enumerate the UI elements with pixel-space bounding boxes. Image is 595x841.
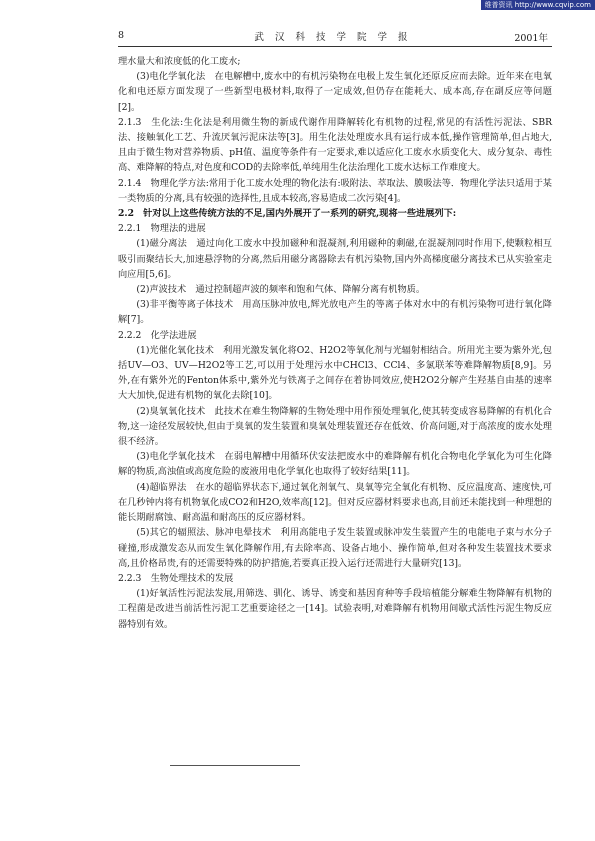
paragraph: (5)其它的辐照法、脉冲电晕技术 利用高能电子发生装置或脉冲发生装置产生的电能电子束与水分子碰撞,形成激发态从而发生氧化降解作用,有去除率高、设备占地小、操作简单,但对各种发生装置技术要求高,且价格昂贵,有的还需要特殊的防护措施,若要真正投入运行还需进行大量研究[13]。 (118, 527, 552, 569)
paragraph: (3)电化学氧化技术 在弱电解槽中用循环伏安法把废水中的难降解有机化合物电化学氧化为可生化降解的物质,高浊值或高度危险的废液用电化学氧化也取得了较好结果[11]。 (118, 451, 552, 478)
paragraph: (1)磁分离法 通过向化工废水中投加磁种和混凝剂,利用磁种的剩磁,在混凝剂同时作用下,使颗粒相互吸引而聚结长大,加速悬浮物的分离,然后用磁分离器除去有机污染物,国内外高梯度磁分离技术已从实验室走向应用[5,6]。 (118, 238, 552, 280)
journal-title: 武 汉 科 技 学 院 学 报 (254, 32, 412, 43)
section-heading-2-2-2: 2.2.2 化学法进展 (118, 329, 197, 341)
paragraph: (4)超临界法 在水的超临界状态下,通过氧化剂氧气、臭氧等完全氧化有机物、反应温度高、速度快,可在几秒钟内将有机物氧化成CO2和H2O,效率高[12]。但对反应器材料要求也高,目前还未能找到一种理想的能长期耐腐蚀、耐高温和耐高压的反应器材料。 (118, 481, 552, 524)
section-heading-2-2-1: 2.2.1 物理法的进展 (118, 223, 206, 235)
paragraph: (3)电化学氧化法 在电解槽中,废水中的有机污染物在电极上发生氧化还原反应而去除。近年来在电氧化和电还原方面发现了一些新型电极材料,取得了一定成效,但仍存在能耗大、成本高,存在副反应等问题[2]。 (118, 71, 552, 113)
header-rule (118, 46, 552, 47)
paragraph: (1)光催化氧化技术 利用光激发氧化将O2、H2O2等氧化剂与光辐射相结合。所用光主要为紫外光,包括UV—O3、UV—H2O2等工艺,可以用于处理污水中CHCl3、CCl4、多氯联苯等难降解物质[8,9]。另外,在有紫外光的Fenton体系中,紫外光与铁离子之间存在着协同效应,使H2O2分解产生羟基自由基的速率大大加快,促进有机物的氧化去除[10]。 (118, 344, 552, 402)
section-heading-2-2-3: 2.2.3 生物处理技术的发展 (118, 572, 234, 584)
paragraph: (2)声波技术 通过控制超声波的频率和饱和气体、降解分离有机物质。 (136, 284, 426, 296)
paragraph: 理水量大和浓度低的化工废水; (118, 56, 241, 67)
paragraph: (1)好氧活性污泥法发展,用筛选、驯化、诱导、诱变和基因育种等手段培植能分解难生物降解有机物的工程菌是改进当前活性污泥工艺重要途径之一[14]。试验表明,对难降解有机物用间歇式活性污泥生物反应器特别有效。 (118, 588, 552, 630)
footnote-rule (170, 765, 300, 766)
page-number: 8 (118, 30, 125, 41)
section-2-1-4: 2.1.4 物理化学方法:常用于化工废水处理的物化法有:吸附法、萃取法、膜吸法等．物理化学法只适用于某一类物质的分离,具有较强的选择性,且成本较高,容易造成二次污染[4]。 (118, 177, 552, 204)
paragraph: (2)臭氧氧化技术 此技术在难生物降解的生物处理中用作预处理氧化,使其转变成容易降解的有机化合物,这一途径发展较快,但由于臭氧的发生装置和臭氧处理装置还存在低效、价高问题,对于高浓度的废水处理很不经济。 (118, 405, 552, 448)
paragraph: (3)非平衡等离子体技术 用高压脉冲放电,辉光放电产生的等离子体对水中的有机污染物可进行氧化降解[7]。 (118, 299, 552, 326)
publication-year: 2001年 (514, 33, 548, 44)
section-heading-2-2: 2.2 针对以上这些传统方法的不足,国内外展开了一系列的研究,现将一些进展列下: (118, 208, 457, 220)
section-2-1-3: 2.1.3 生化法:生化法是利用微生物的新成代谢作用降解转化有机物的过程,常见的有活性污泥法、SBR法、接触氧化工艺、升流厌氧污泥床法等[3]。用生化法处理废水具有运行成本低,操作管理简单,但占地大,且由于微生物对营养物质、pH值、温度等条件有一定要求,难以适应化工废水水质变化大、成分复杂、毒性高、难降解的特点,对色度和COD的去除率低,单纯用生化法治理化工废水达标工作难度大。 (118, 116, 552, 174)
article-body (118, 54, 552, 632)
page-header (118, 28, 548, 44)
watermark-banner: 维普资讯 http://www.cqvip.com (481, 0, 595, 10)
